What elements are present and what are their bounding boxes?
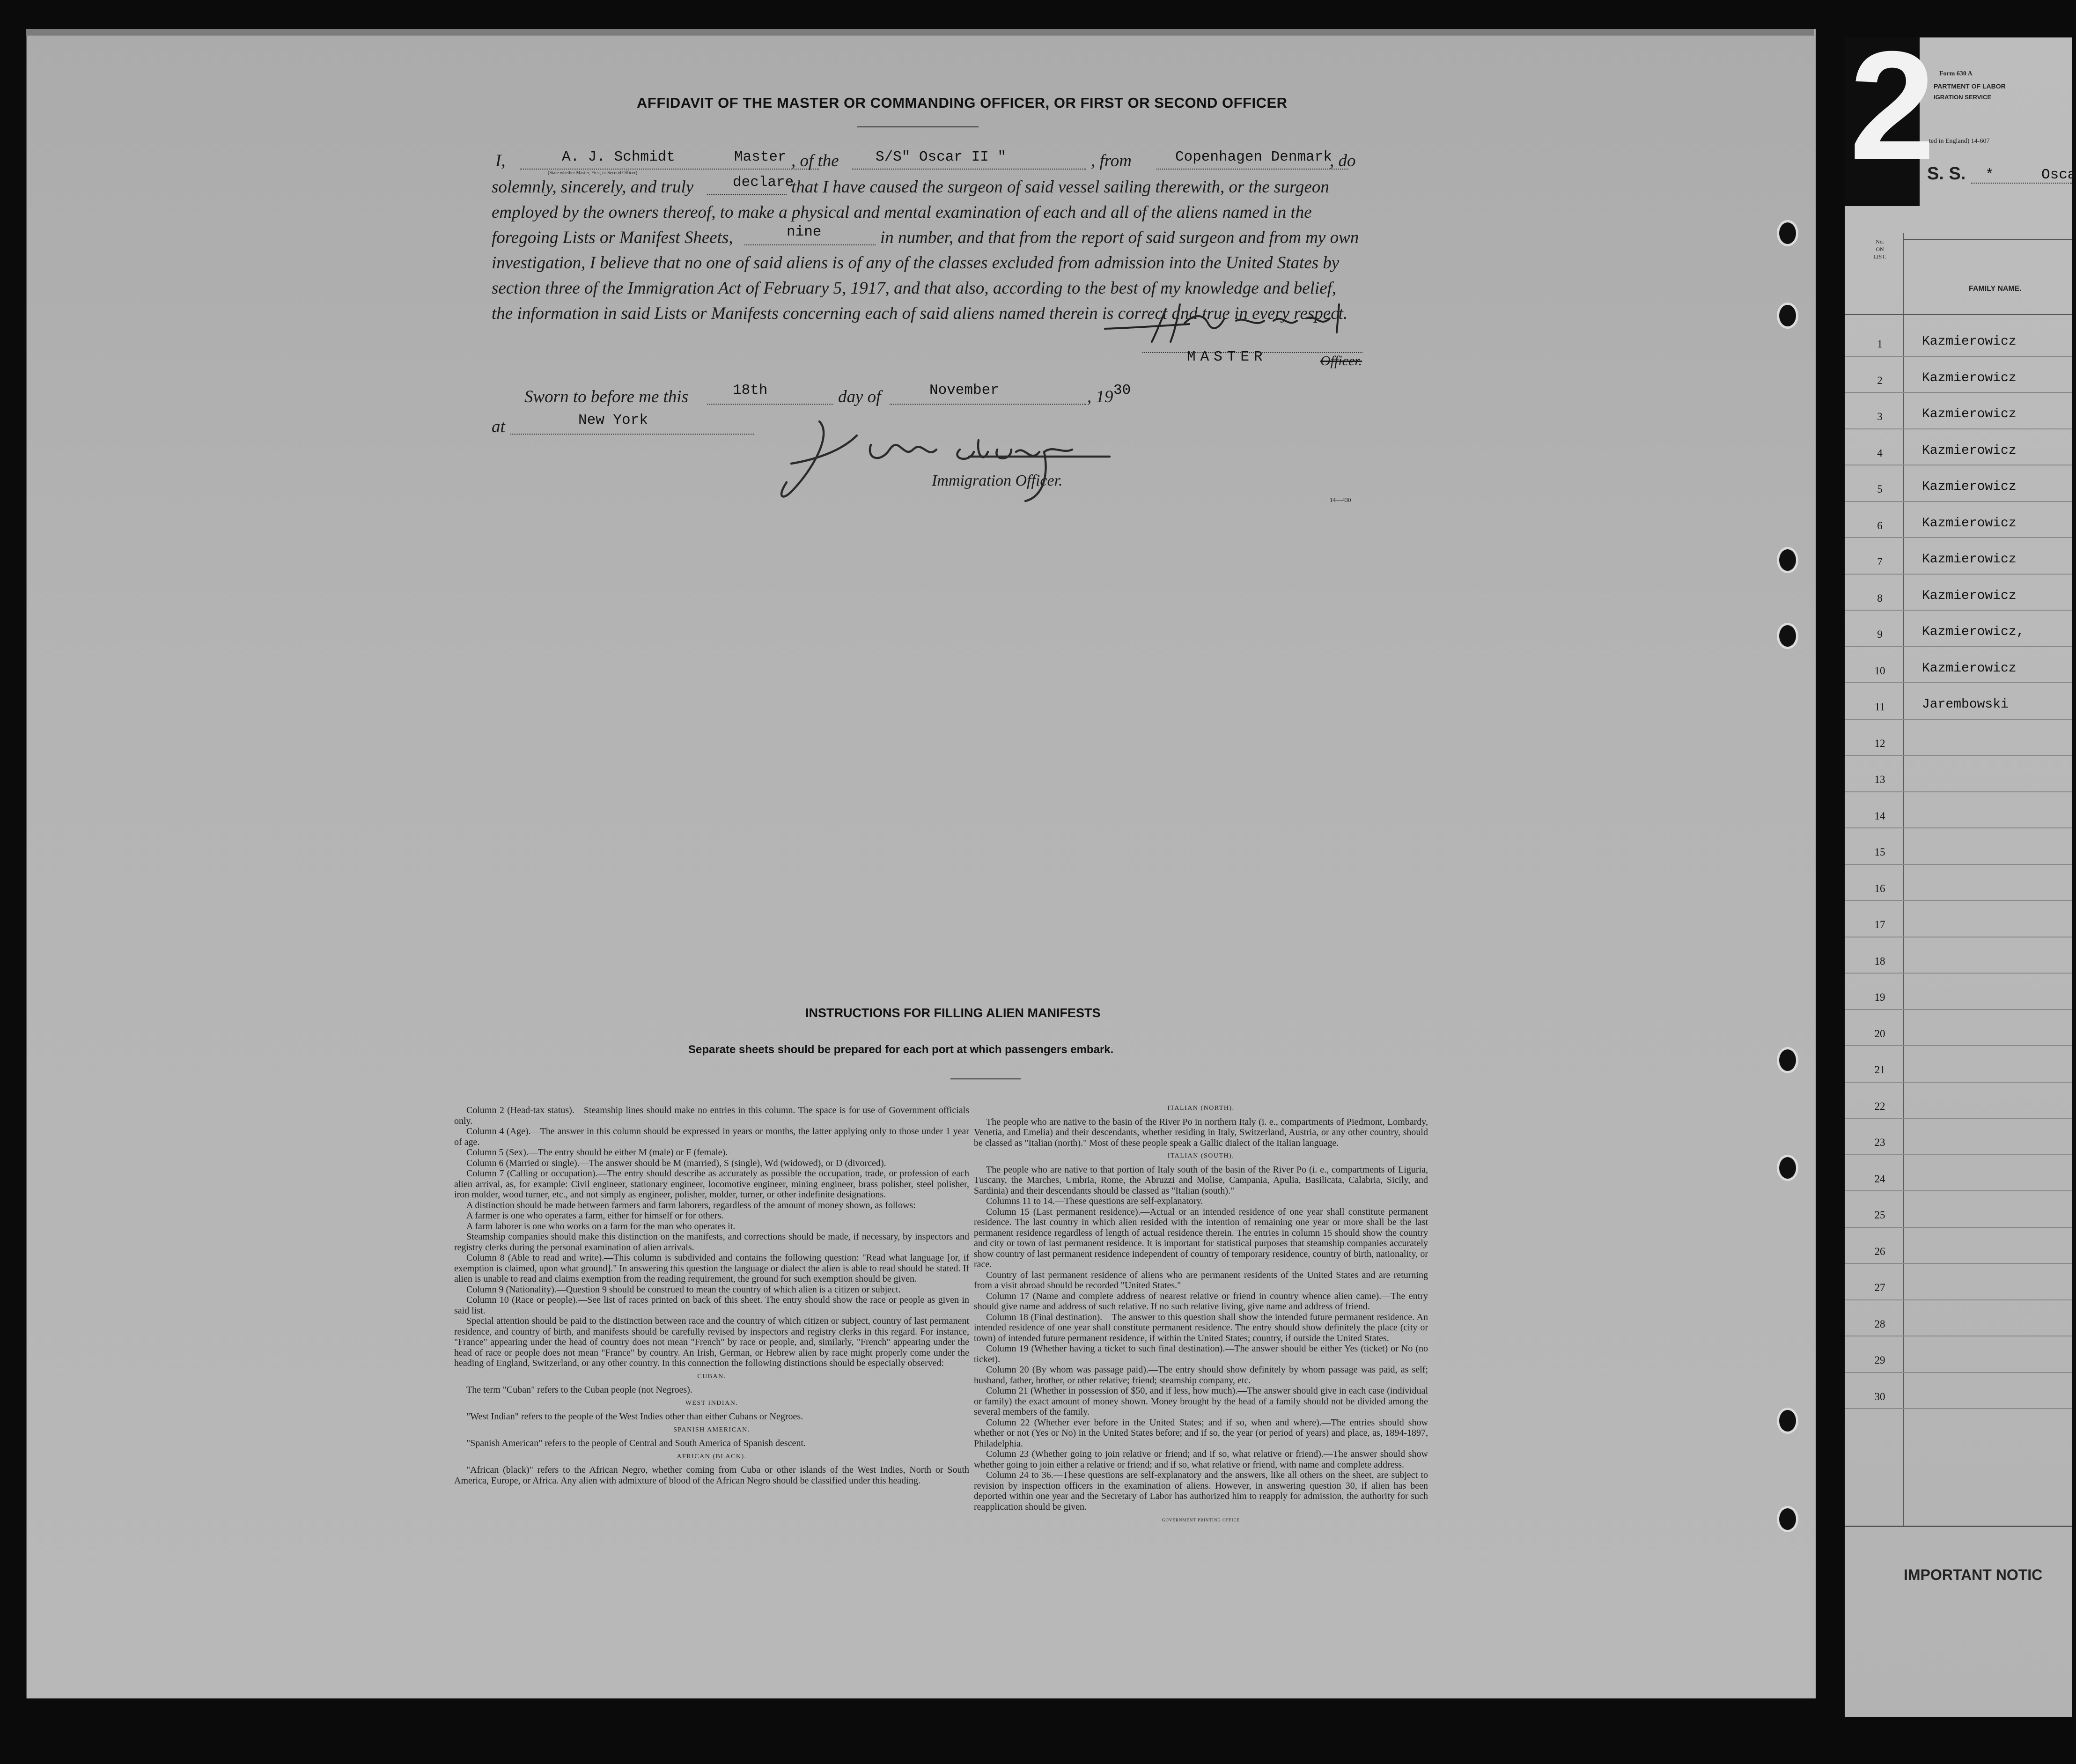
row-family-name: Kazmierowicz: [1922, 370, 2017, 385]
affidavit-title: AFFIDAVIT OF THE MASTER OR COMMANDING OFFICER, OR FIRST OR SECOND OFFICER: [637, 95, 1288, 111]
row-rule: [1845, 755, 2072, 756]
line5: investigation, I believe that no one of said aliens is of any of the classes excluded from admission into the United States by: [492, 253, 1340, 273]
row-rule: [1845, 537, 2072, 538]
row-number: 18: [1874, 955, 1885, 967]
instr-col23: Column 23 (Whether going to join relative or friend; and if so, what relative or friend).—The answer should show whether going to join either a relative or friend; and if so, what relative or friend, with name and complete address.: [974, 1449, 1428, 1470]
row-family-name: Kazmierowicz: [1922, 516, 2017, 531]
italian-north-text: The people who are native to the basin of the River Po in northern Italy (i. e., compartments of Piedmont, Lombardy, Venetia, and Emelia) and their descendants, whether residing in Italy, Switzerland, Austria, or any other country, should be classed as "Italian (north)." Most of these people speak a Gallic dialect of the Italian language.: [974, 1116, 1428, 1148]
sheet-top-edge: [26, 29, 1814, 36]
col-no-1: No.: [1876, 238, 1884, 245]
instr-col15: Column 15 (Last permanent residence).—Actual or an intended residence of one year shall constitute permanent residence. The last country in which alien resided with the intention of remaining one year or more shall be the last permanent residence regardless of length of actual residence therein. The entries in column 15 should show the country and city or town of last permanent residence. It is important for statistical purposes that steamship companies accurately show country of last permanent residence independent of country of temporary residence, country of birth, nationality, or race.: [974, 1206, 1428, 1269]
row-family-name: Kazmierowicz: [1922, 480, 2017, 494]
row-number: 4: [1877, 447, 1883, 459]
instr-country-last-residence: Country of last permanent residence of aliens who are permanent residents of the United States and are returning from a visit abroad should be recorded "United States.": [974, 1269, 1428, 1291]
place-line: [510, 434, 754, 435]
row-number: 7: [1877, 556, 1883, 568]
master-name: A. J. Schmidt: [562, 149, 675, 165]
instr-col17: Column 17 (Name and complete address of nearest relative or friend in country whence alien came).—The entry should give name and address of such relative. If no such relative living, give name and address of friend.: [974, 1291, 1428, 1312]
header-top-rule: [1903, 239, 2072, 240]
form-number: Form 630 A: [1939, 70, 1973, 77]
service-label: IGRATION SERVICE: [1934, 94, 1992, 101]
col-no-header: [1859, 238, 1901, 260]
page-number: 2: [1849, 19, 1936, 192]
ss-name: Osca: [2041, 167, 2076, 183]
punch-hole: [1777, 623, 1798, 649]
african-heading: AFRICAN (BLACK).: [677, 1453, 747, 1460]
punch-hole: [1777, 547, 1798, 573]
instr-italian-south: The people who are native to that portion of Italy south of the basin of the River Po (i. e., compartments of Liguria, Tuscany, the Marches, Umbria, Rome, the Abruzzi and Molise, Campania, Apulia, Basilicata, Calabria, Sicily, and Sardinia) and their descendants should be classed as "Italian (south).": [974, 1164, 1428, 1196]
master-rank: Master: [734, 149, 787, 165]
punch-hole: [1777, 1047, 1798, 1073]
departure-port: Copenhagen Denmark: [1175, 149, 1332, 165]
row-number: 26: [1874, 1245, 1885, 1257]
row-rule: [1845, 682, 2072, 683]
instr-col8: Column 8 (Able to read and write).—This column is subdivided and contains the following question: "Read what language [or, if exemption is claimed, upon what ground]." In answering this question the language or dialect the alien is able to read should be stated. If alien is unable to read and claims exemption from the reading requirement, the ground for such exemption should be given.: [454, 1253, 969, 1284]
row-number: 27: [1874, 1282, 1885, 1293]
name-line: [520, 169, 819, 170]
row-rule: [1845, 1299, 2072, 1300]
ss-label: S. S.: [1927, 164, 1966, 184]
instructions-right-column: [974, 1100, 1428, 1528]
punch-hole: [1777, 1408, 1798, 1434]
row-rule: [1845, 1118, 2072, 1119]
row-number: 13: [1874, 774, 1885, 785]
row-number: 15: [1874, 846, 1885, 858]
punch-hole: [1777, 1155, 1798, 1181]
instr-special-attention: Special attention should be paid to the distinction between race and the country of which citizen or subject, country of last permanent residence, and country of birth, and manifests should be carefully revised by inspectors and registry clerks in this regard. For instance, "France" appearing under the head of country does not mean "French" by race or people, and, similarly, "French" appearing under the head of race or people does not mean "France" by country. An Irish, German, or Hebrew alien by race might properly come under the heading of England, Switzerland, or any other country. In this connection the following distinctions should be especially observed:: [454, 1316, 969, 1368]
col-no-3: LIST.: [1873, 253, 1886, 260]
instr-steamship: Steamship companies should make this distinction on the manifests, and corrections should be made, if necessary, by inspectors and registry clerks during the personal examination of alien arrivals.: [454, 1232, 969, 1253]
row-rule: [1845, 428, 2072, 429]
instructions-left-column: [454, 1105, 969, 1486]
line2-b: that I have caused the surgeon of said vessel sailing therewith, or the surgeon: [791, 177, 1329, 197]
state-note: (State whether Master, First, or Second Officer): [548, 170, 638, 176]
row-number: 17: [1874, 919, 1885, 930]
row-rule: [1845, 1082, 2072, 1083]
sworn-b: day of: [838, 387, 881, 406]
instr-col22: Column 22 (Whether ever before in the United States; and if so, when and where).—The entries should show whether or not (Yes or No) in the United States before; and if so, the year (or period of years) and place, as, 1894-1897, Philadelphia.: [974, 1417, 1428, 1449]
row-rule: [1845, 719, 2072, 720]
row-number: 11: [1874, 701, 1885, 713]
count-line: [744, 244, 876, 245]
vessel-name: S/S" Oscar II ": [876, 149, 1007, 165]
sheet-count: nine: [787, 224, 822, 240]
instr-col4: Column 4 (Age).—The answer in this column should be expressed in years or months, the latter applying only to those under 1 year of age.: [454, 1126, 969, 1147]
instr-col20: Column 20 (By whom was passage paid).—The entry should show definitely by whom passage was paid, as self; husband, father, brother, or other relative; friend; steamship company, etc.: [974, 1365, 1428, 1386]
row-number: 9: [1877, 628, 1883, 640]
line4-b: in number, and that from the report of said surgeon and from my own: [880, 228, 1359, 247]
row-rule: [1845, 574, 2072, 575]
instructions-rule: [950, 1078, 1021, 1079]
row-number: 25: [1874, 1209, 1885, 1221]
row-family-name: Kazmierowicz,: [1922, 625, 2024, 639]
instr-col21: Column 21 (Whether in possession of $50, and if less, how much).—The answer should give in each case (individual or family) the exact amount of money shown. Money brought by the head of a family should not be divided among the several members of the family.: [974, 1386, 1428, 1417]
spanish-american-heading: SPANISH AMERICAN.: [673, 1426, 750, 1433]
declare-word: declare: [733, 174, 794, 191]
printing-office: GOVERNMENT PRINTING OFFICE: [1162, 1518, 1240, 1522]
sworn-a: Sworn to before me this: [524, 387, 689, 406]
instr-col5: Column 5 (Sex).—The entry should be either M (male) or F (female).: [466, 1147, 728, 1158]
of-the-label: , of the: [791, 151, 839, 170]
row-rule: [1845, 973, 2072, 974]
family-name-header: FAMILY NAME.: [1969, 285, 2022, 293]
row-rule: [1845, 900, 2072, 901]
west-indian-heading: WEST INDIAN.: [685, 1399, 738, 1407]
day-line: [707, 404, 833, 405]
row-rule: [1845, 610, 2072, 611]
printed-note: ted in England) 14-607: [1929, 138, 1990, 145]
col-no-2: ON: [1876, 246, 1884, 252]
row-rule: [1845, 1045, 2072, 1046]
row-rule: [1845, 864, 2072, 865]
african-text: "African (black)" refers to the African Negro, whether coming from Cuba or other islands of the West Indies, North or South America, Europe, or Africa. Any alien with admixture of blood of the African Negro should be classified under this heading.: [454, 1465, 969, 1486]
instr-col18: Column 18 (Final destination).—The answer to this question shall show the intended future permanent residence. An intended residence of one year shall constitute permanent residence. The entry should show definitely the place (city or town) of intended future permanent residence, if within the United States; country, if outside the United States.: [974, 1312, 1428, 1343]
line6: section three of the Immigration Act of February 5, 1917, and that also, according to the best of my knowledge and belief,: [492, 279, 1337, 298]
row-rule: [1845, 1227, 2072, 1228]
row-number: 12: [1874, 737, 1885, 749]
table-bottom-rule: [1845, 1526, 2072, 1527]
row-rule: [1845, 791, 2072, 792]
from-label: , from: [1091, 151, 1132, 170]
row-family-name: Jarembowski: [1922, 697, 2009, 712]
cuban-text: The term "Cuban" refers to the Cuban people (not Negroes).: [466, 1385, 692, 1395]
row-rule: [1845, 1263, 2072, 1264]
year-prefix: , 19: [1087, 387, 1113, 406]
line3: employed by the owners thereof, to make a physical and mental examination of each and all of the aliens named in the: [492, 203, 1312, 222]
instr-farm-laborer: A farm laborer is one who works on a farm for the man who operates it.: [466, 1221, 736, 1232]
row-family-name: Kazmierowicz: [1922, 443, 2017, 458]
italian-north-heading: ITALIAN (NORTH).: [1167, 1105, 1235, 1112]
row-number: 10: [1874, 664, 1885, 677]
instr-col24-36: Column 24 to 36.—These questions are self-explanatory and the answers, like all others on the sheet, are subject to revision by inspection officers in the examination of aliens. However, in answering question 30, if alien has been deported within one year and the Secretary of Labor has authorized him to reapply for admission, the authority for such reapplication should be given.: [974, 1470, 1428, 1512]
sworn-place: New York: [578, 412, 648, 428]
do-label: , do: [1330, 151, 1356, 170]
month-line: [890, 404, 1086, 405]
immigration-officer-label: Immigration Officer.: [932, 472, 1063, 489]
row-rule: [1845, 356, 2072, 357]
row-rule: [1845, 1372, 2072, 1373]
row-family-name: Kazmierowicz: [1922, 552, 2017, 567]
row-family-name: Kazmierowicz: [1922, 334, 2017, 349]
row-number: 20: [1874, 1027, 1885, 1040]
row-family-name: Kazmierowicz: [1922, 407, 2017, 421]
instr-col9: Column 9 (Nationality).—Question 9 should be construed to mean the country of which alien is a citizen or subject.: [466, 1284, 901, 1295]
next-manifest-page: [1845, 19, 2076, 1717]
row-rule: [1845, 501, 2072, 502]
row-number: 8: [1877, 592, 1883, 604]
row-rule: [1845, 1190, 2072, 1191]
department-label: PARTMENT OF LABOR: [1934, 82, 2006, 90]
row-number: 22: [1874, 1100, 1885, 1112]
line2-a: solemnly, sincerely, and truly: [492, 177, 694, 197]
col-divider: [1903, 233, 1904, 1526]
row-family-name: Kazmierowicz: [1922, 661, 2017, 676]
instr-farmer-distinction: A distinction should be made between farmers and farm laborers, regardless of the amount of money shown, as follows:: [466, 1200, 916, 1210]
punch-hole: [1777, 1506, 1798, 1532]
row-number: 28: [1874, 1318, 1885, 1330]
row-number: 19: [1874, 991, 1885, 1003]
signer-title: MASTER: [1187, 349, 1267, 365]
spanish-american-text: "Spanish American" refers to the people of Central and South America of Spanish descent.: [466, 1438, 806, 1448]
row-number: 6: [1877, 519, 1883, 531]
instr-col10: Column 10 (Race or people).—See list of races printed on back of this sheet. The entry should show the race or people as given in said list.: [454, 1295, 969, 1316]
row-family-name: Kazmierowicz: [1922, 588, 2017, 603]
row-number: 3: [1877, 411, 1883, 422]
sworn-month: November: [929, 382, 999, 399]
instr-col11-14: Columns 11 to 14.—These questions are self-explanatory.: [986, 1196, 1203, 1206]
row-rule: [1845, 646, 2072, 647]
instr-col6: Column 6 (Married or single).—The answer should be M (married), S (single), Wd (widowed), or D (divorced).: [466, 1158, 886, 1168]
row-number: 16: [1874, 882, 1885, 894]
instr-col2: Column 2 (Head-tax status).—Steamship lines should make no entries in this column. The space is for use of Government officials only.: [454, 1105, 969, 1126]
title-rule: [857, 126, 979, 127]
declare-line: [707, 194, 787, 195]
port-line: [1156, 169, 1348, 170]
sworn-day: 18th: [733, 382, 768, 399]
punch-hole: [1777, 220, 1798, 246]
row-rule: [1845, 1408, 2072, 1409]
italian-south-heading: ITALIAN (SOUTH).: [1167, 1152, 1235, 1159]
row-number: 1: [1877, 338, 1883, 350]
west-indian-text: "West Indian" refers to the people of the West Indies other than either Cubans or Negroes.: [466, 1411, 803, 1422]
ss-star: *: [1985, 167, 1994, 183]
instructions-title: INSTRUCTIONS FOR FILLING ALIEN MANIFESTS: [805, 1006, 1101, 1020]
line4-a: foregoing Lists or Manifest Sheets,: [492, 228, 733, 247]
instr-farmer: A farmer is one who operates a farm, either for himself or for others.: [466, 1210, 724, 1221]
officer-word: Officer.: [1320, 353, 1362, 369]
year-suffix: 30: [1113, 382, 1131, 399]
immigration-officer-signature: [763, 407, 1119, 515]
affidavit-i: I,: [495, 151, 506, 170]
row-rule: [1845, 392, 2072, 393]
row-rule: [1845, 1009, 2072, 1010]
row-number: 21: [1874, 1064, 1885, 1076]
row-number: 23: [1874, 1137, 1885, 1148]
line7: the information in said Lists or Manifests concerning each of said aliens named therein is correct and true in every respect.: [492, 304, 1348, 323]
row-number: 14: [1874, 810, 1885, 822]
row-number: 5: [1877, 483, 1883, 495]
row-rule: [1845, 827, 2072, 828]
row-number: 30: [1874, 1390, 1885, 1402]
punch-hole: [1777, 303, 1798, 329]
row-number: 2: [1877, 374, 1883, 386]
header-bottom-rule: [1845, 314, 2072, 315]
form-code: 14—430: [1330, 496, 1351, 503]
master-signature: [1096, 295, 1358, 347]
row-number: 24: [1874, 1173, 1885, 1185]
row-number: 29: [1874, 1354, 1885, 1366]
cuban-heading: CUBAN.: [697, 1373, 726, 1380]
instr-col19: Column 19 (Whether having a ticket to such final destination).—The answer should be either Yes (ticket) or No (no ticket).: [974, 1343, 1428, 1365]
at-label: at: [492, 417, 505, 436]
row-rule: [1845, 1154, 2072, 1155]
vessel-line: [852, 169, 1086, 170]
instr-col7: Column 7 (Calling or occupation).—The entry should describe as accurately as possible the occupation, trade, or profession of each alien arrival, as, for example: Civil engineer, stationary engineer, locomotive engineer, mining engineer, brass polisher, steel polisher, iron molder, wood turner, etc., and not simply as engineer, polisher, molder, turner, or other indefinite designations.: [454, 1168, 969, 1200]
instructions-subtitle: Separate sheets should be prepared for each port at which passengers embark.: [688, 1043, 1114, 1056]
important-notice: IMPORTANT NOTIC: [1904, 1566, 2043, 1583]
